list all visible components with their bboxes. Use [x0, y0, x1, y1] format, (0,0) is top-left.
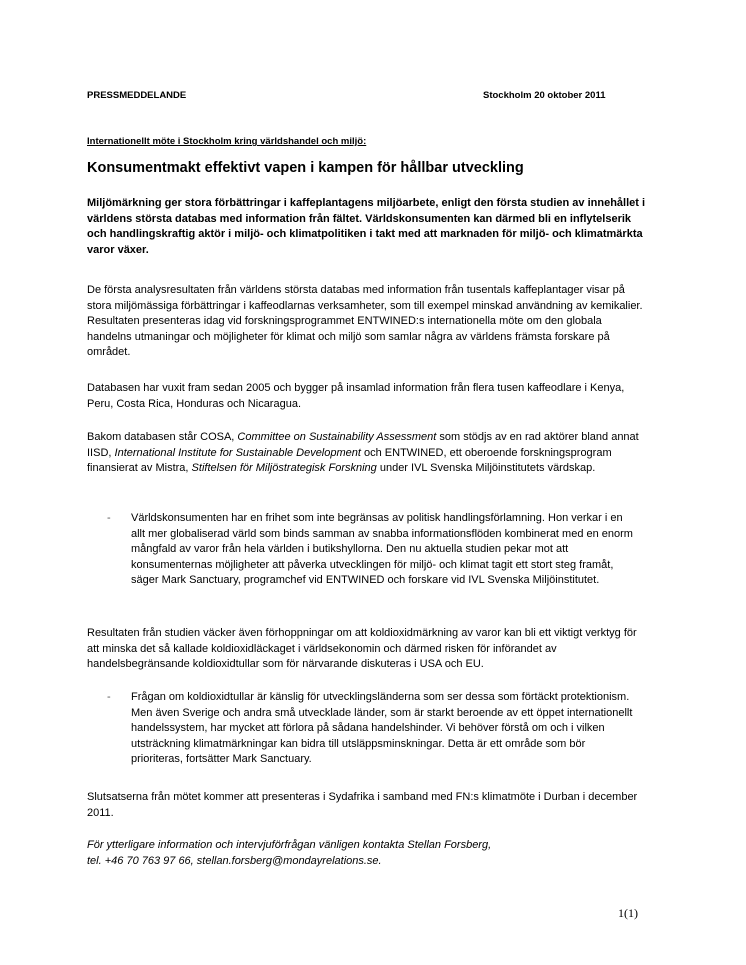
- page-title: Konsumentmakt effektivt vapen i kampen för hållbar utveckling: [87, 160, 524, 176]
- paragraph-3-text-3: och ENTWINED, ett oberoende forskningsprogram finansierat av Mistra,: [87, 446, 612, 475]
- paragraph-4: Resultaten från studien väcker även förhoppningar om att koldioxidmärkning av varor kan bli ett viktigt verktyg för att minska det så kallade koldioxidläckaget i världsekonomin och därmed risken för införandet av handelsbegränsande koldioxidtullar som för närvarande diskuteras i USA och EU.: [87, 627, 637, 671]
- lead-paragraph: Miljömärkning ger stora förbättringar i kaffeplantagens miljöarbete, enligt den första studien av innehållet i världens största databas med information från fältet. Världskonsumenten kan därmed bli en inflytelserik och handlingskraftig aktör i miljö- och klimatpolitiken i takt med att marknaden för miljö- och klimatmärkta varor växer.: [87, 197, 646, 256]
- paragraph-3-text-1: Bakom databasen står COSA,: [87, 431, 238, 443]
- mistra-name: Stiftelsen för Miljöstrategisk Forskning: [191, 462, 377, 475]
- contact-line-2: tel. +46 70 763 97 66, stellan.forsberg@mondayrelations.se.: [87, 854, 382, 867]
- iisd-name: International Institute for Sustainable Development: [114, 446, 361, 459]
- kicker: Internationellt möte i Stockholm kring världshandel och miljö:: [87, 136, 367, 147]
- contact-info: [87, 838, 647, 869]
- document-type-label: PRESSMEDDELANDE: [87, 90, 187, 101]
- dateline: Stockholm 20 oktober 2011: [483, 90, 606, 101]
- contact-line-1: För ytterligare information och intervjuförfrågan vänligen kontakta Stellan Forsberg,: [87, 839, 492, 851]
- quote-2: Frågan om koldioxidtullar är känslig för utvecklingsländerna som ser dessa som förtäckt protektionism. Men även Sverige och andra små utvecklade länder, som är starkt beroende av ett öppet internationellt handelssystem, har mycket att förlora på sådana handelshinder. Vi behöver förstå om och i vilken utsträckning klimatmärkningar kan bidra till utsläppsminskningar. Detta är ett område som bör prioriteras, fortsätter Mark Sanctuary.: [131, 691, 633, 766]
- paragraph-5: Slutsatserna från mötet kommer att presenteras i Sydafrika i samband med FN:s klimatmöte i Durban i december 2011.: [87, 791, 638, 819]
- paragraph-2: Databasen har vuxit fram sedan 2005 och bygger på insamlad information från flera tusen kaffeodlare i Kenya, Peru, Costa Rica, Honduras och Nicaragua.: [87, 382, 625, 410]
- paragraph-3-text-2: som stödjs av en rad aktörer bland annat IISD,: [87, 431, 639, 459]
- cosa-name: Committee on Sustainability Assessment: [237, 431, 437, 443]
- bullet-marker-1: -: [107, 512, 111, 524]
- paragraph-3: [87, 430, 647, 477]
- paragraph-1: De första analysresultaten från världens största databas med information från tusentals kaffeplantager visar på stora miljömässiga förbättringar i kaffeodlarnas verksamheter, som till exempel minskad användning av kemikalier. Resultaten presenteras idag vid forskningsprogrammet ENTWINED:s internationella möte om den globala handelns utmaningar och möjligheter för klimat och miljö som samlar några av världens främsta forskare på området.: [87, 284, 643, 359]
- paragraph-3-text-4: under IVL Svenska Miljöinstitutets värdskap.: [376, 462, 596, 475]
- bullet-marker-2: -: [107, 691, 111, 703]
- page-number: 1(1): [618, 906, 638, 920]
- quote-1: Världskonsumenten har en frihet som inte begränsas av politisk handlingsförlamning. Hon verkar i en allt mer globaliserad värld som binds samman av snabba informationsflöden kombinerat med en enorm mångfald av varor från hela världen i butikshyllorna. Den nu aktuella studien pekar mot att konsumenternas möjligheter att påverka utvecklingen för miljö- och klimat tagit ett stort steg framåt, säger Mark Sanctuary, programchef vid ENTWINED och forskare vid IVL Svenska Miljöinstitutet.: [131, 512, 633, 587]
